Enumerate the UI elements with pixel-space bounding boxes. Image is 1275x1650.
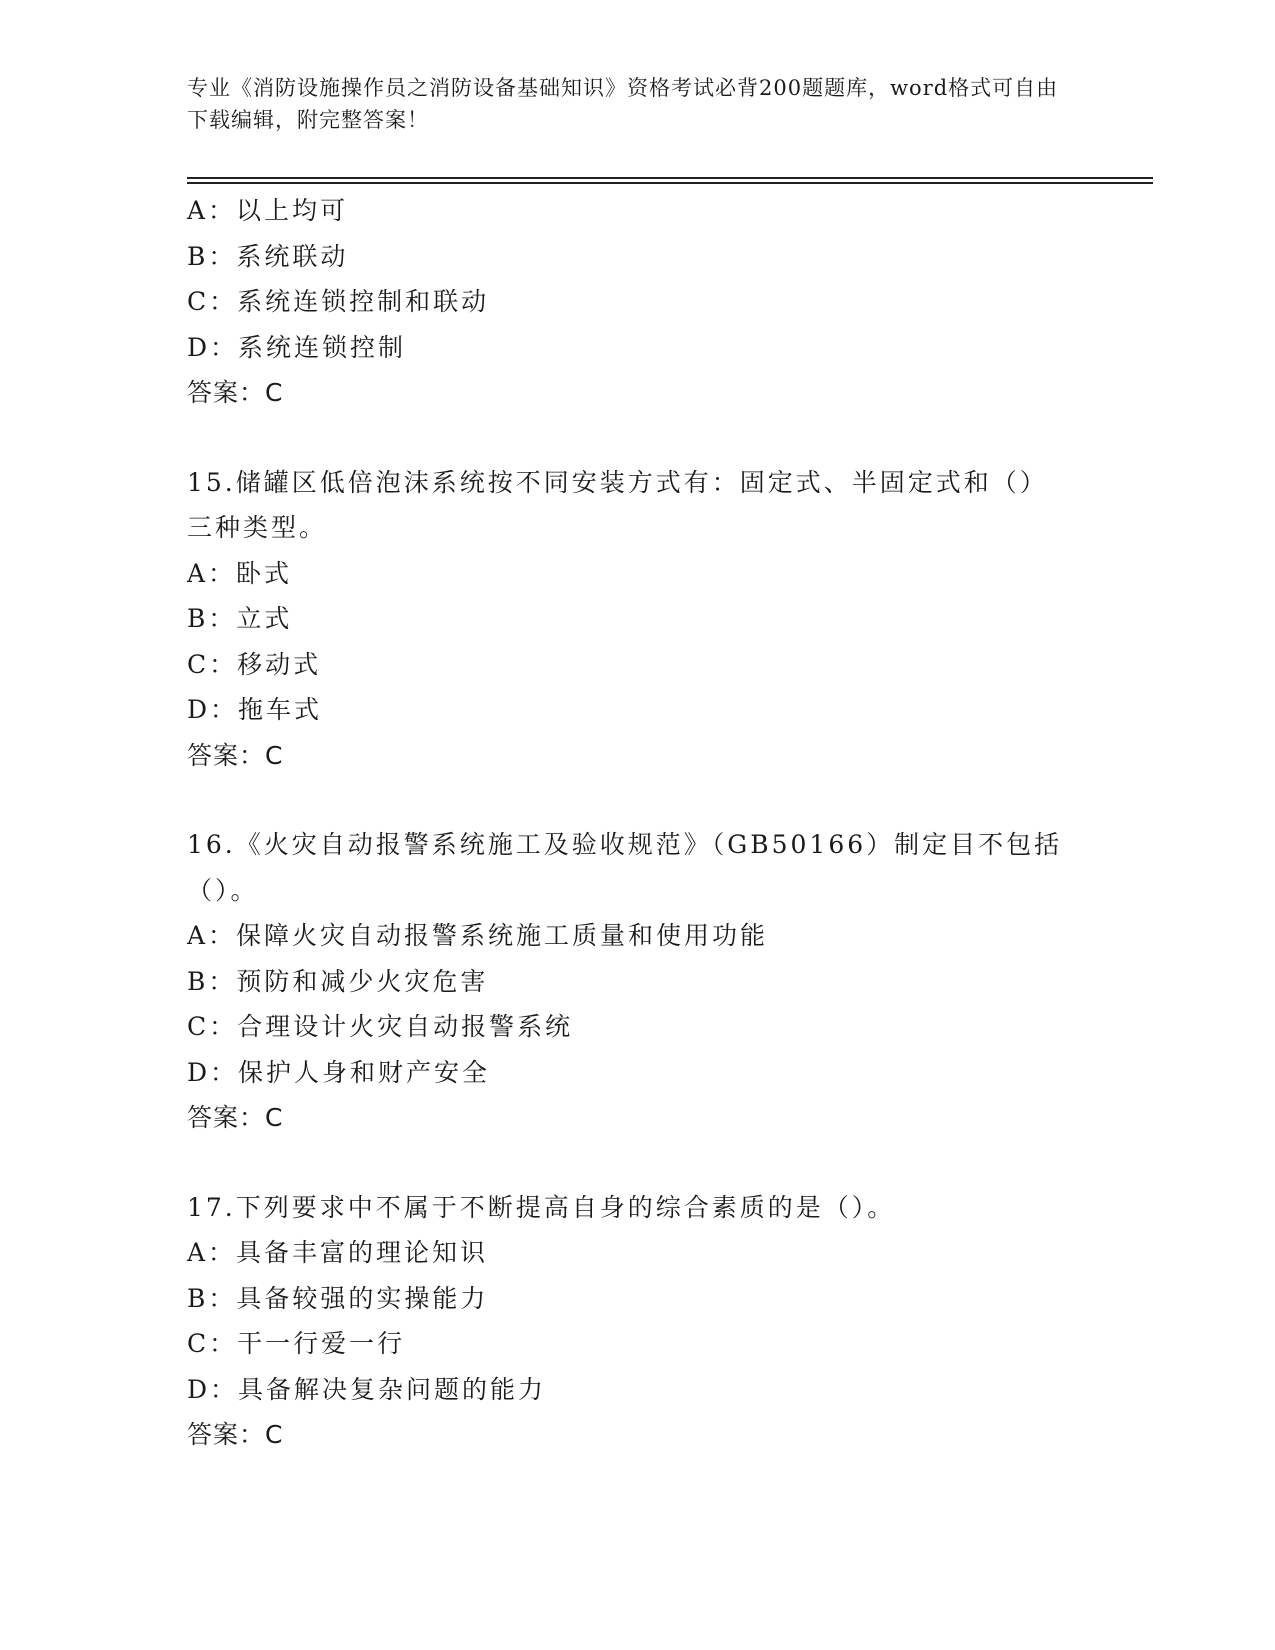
option-b: B：立式 bbox=[187, 604, 293, 633]
option-a: A：保障火灾自动报警系统施工质量和使用功能 bbox=[187, 921, 769, 950]
question-stem: 17.下列要求中不属于不断提高自身的综合素质的是（）。 bbox=[187, 1192, 896, 1222]
option-a: A：具备丰富的理论知识 bbox=[187, 1238, 489, 1267]
question-17 bbox=[187, 1185, 1067, 1458]
option-b: B：预防和减少火灾危害 bbox=[187, 966, 489, 996]
answer: 答案：C bbox=[187, 1420, 284, 1449]
answer: 答案：C bbox=[187, 378, 284, 407]
option-a: A：卧式 bbox=[187, 558, 293, 588]
option-c: C：合理设计火灾自动报警系统 bbox=[187, 1012, 574, 1041]
option-d: D：系统连锁控制 bbox=[187, 332, 407, 362]
option-d: D：拖车式 bbox=[187, 695, 323, 724]
option-d: D：保护人身和财产安全 bbox=[187, 1057, 491, 1087]
question-list bbox=[187, 188, 1067, 1458]
question-stem: 16.《火灾自动报警系统施工及验收规范》（GB50166）制定目不包括（）。 bbox=[187, 830, 1063, 905]
question-stem: 15.储罐区低倍泡沫系统按不同安装方式有：固定式、半固定式和（）三种类型。 bbox=[187, 467, 1048, 542]
header-divider-bottom bbox=[187, 182, 1153, 184]
question-16 bbox=[187, 822, 1067, 1141]
option-a: A：以上均可 bbox=[187, 196, 349, 225]
option-b: B：具备较强的实操能力 bbox=[187, 1283, 489, 1313]
answer: 答案：C bbox=[187, 1103, 284, 1132]
answer: 答案：C bbox=[187, 740, 284, 770]
option-c: C：移动式 bbox=[187, 649, 322, 679]
document-header: 专业《消防设施操作员之消防设备基础知识》资格考试必背200题题库，word格式可自由下载编辑，附完整答案！ bbox=[187, 76, 1059, 132]
question-15 bbox=[187, 460, 1067, 779]
header-divider-top bbox=[187, 177, 1153, 179]
option-c: C：干一行爱一行 bbox=[187, 1329, 406, 1358]
option-b: B：系统联动 bbox=[187, 241, 349, 271]
option-c: C：系统连锁控制和联动 bbox=[187, 287, 490, 316]
option-d: D：具备解决复杂问题的能力 bbox=[187, 1374, 547, 1404]
question-14-tail bbox=[187, 188, 1067, 416]
